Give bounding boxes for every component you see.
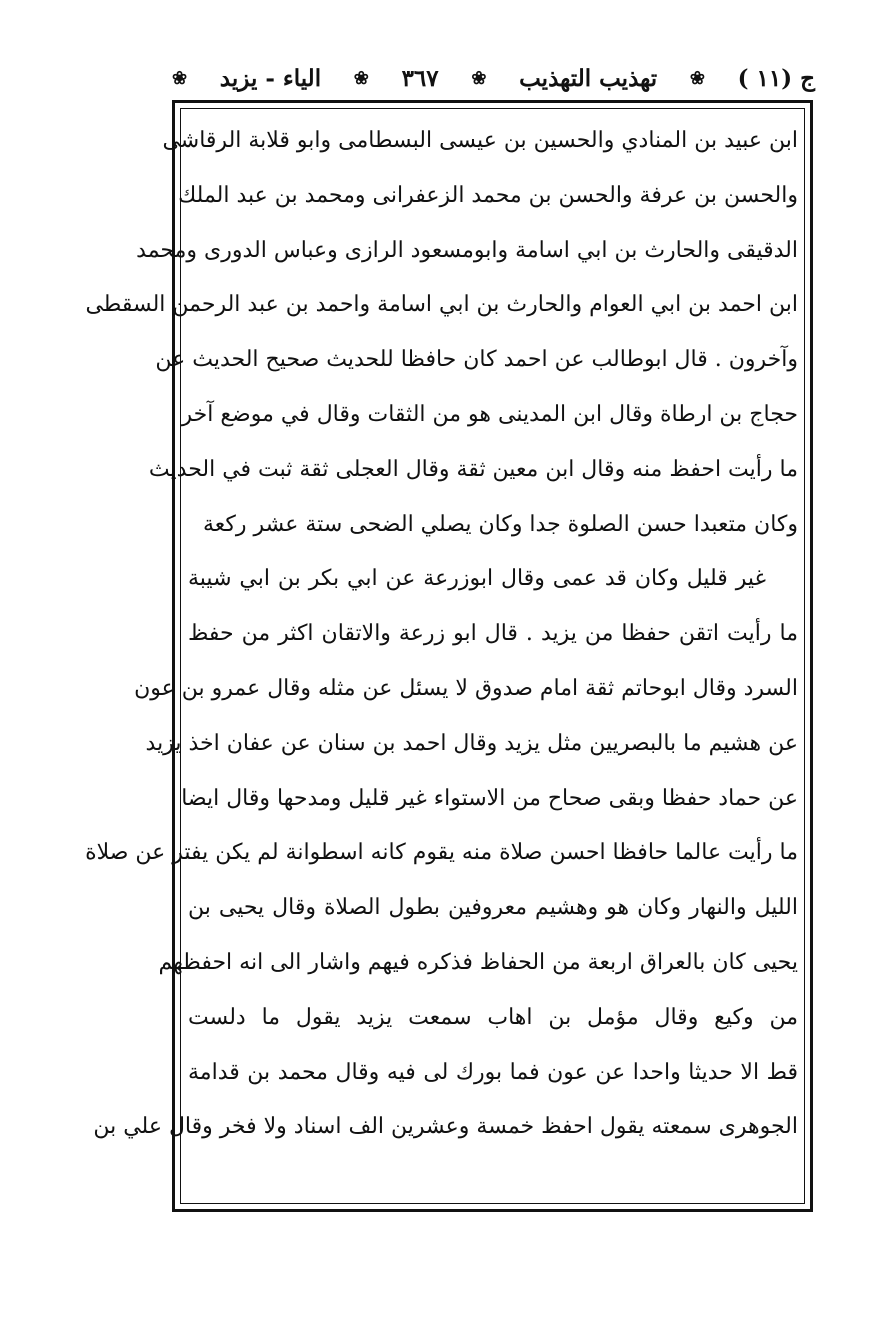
text-line: عن هشيم ما بالبصريين مثل يزيد وقال احمد بن سنان عن عفان اخذ يزيد: [145, 730, 798, 756]
text-line: والحسن بن عرفة والحسن بن محمد الزعفرانى ومحمد بن عبد الملك: [178, 182, 798, 208]
ornament-icon: ❀: [471, 67, 487, 89]
volume-label: ج (١١ ): [737, 64, 815, 92]
text-line: ما رأيت احفظ منه وقال ابن معين ثقة وقال العجلى ثقة ثبت في الحديث: [148, 456, 798, 482]
text-line: ما رأيت اتقن حفظا من يزيد . قال ابو زرعة والاتقان اكثر من حفظ: [188, 621, 798, 647]
running-header: [170, 58, 815, 98]
text-line: يحيى كان بالعراق اربعة من الحفاظ فذكره فيهم واشار الى انه احفظهم: [158, 949, 798, 975]
text-line: غير قليل وكان قد عمى وقال ابوزرعة عن ابي بكر بن ابي شيبة: [188, 566, 766, 592]
text-line: ما رأيت عالما حافظا احسن صلاة منه يقوم كانه اسطوانة لم يكن يفتر عن صلاة: [85, 840, 798, 866]
text-line: الليل والنهار وكان هو وهشيم معروفين بطول الصلاة وقال يحيى بن: [188, 895, 798, 921]
text-block: [85, 114, 798, 1155]
text-line: عن حماد حفظا وبقى صحاح من الاستواء غير قليل ومدحها وقال ايضا: [181, 785, 798, 811]
text-line: ابن احمد بن ابي العوام والحارث بن ابي اسامة واحمد بن عبد الرحمن السقطى: [85, 292, 798, 318]
text-line: ابن عبيد بن المنادي والحسين بن عيسى البسطامى وابو قلابة الرقاشى: [162, 128, 798, 153]
book-title: تهذيب التهذيب: [519, 64, 658, 92]
text-line: حجاج بن ارطاة وقال ابن المدينى هو من الثقات وقال في موضع آخر: [181, 401, 798, 427]
text-line: السرد وقال ابوحاتم ثقة امام صدوق لا يسئل عن مثله وقال عمرو بن عون: [134, 675, 798, 701]
ornament-icon: ❀: [172, 67, 188, 89]
text-line: قط الا حديثا واحدا عن عون فما بورك لى فيه وقال محمد بن قدامة: [188, 1059, 798, 1085]
section-label: الياء - يزيد: [219, 64, 322, 92]
text-line: من وكيع وقال مؤمل بن اهاب سمعت يزيد يقول ما دلست: [188, 1004, 798, 1030]
text-line: وكان متعبدا حسن الصلوة جدا وكان يصلي الضحى ستة عشر ركعة: [203, 511, 798, 537]
ornament-icon: ❀: [353, 67, 369, 89]
text-line: الجوهرى سمعته يقول احفظ خمسة وعشرين الف اسناد ولا فخر وقال علي بن: [93, 1114, 798, 1140]
page-number: ٣٦٧: [401, 64, 439, 92]
text-line: الدقيقى والحارث بن ابي اسامة وابومسعود الرازى وعباس الدورى ومحمد: [136, 237, 798, 263]
ornament-icon: ❀: [689, 67, 705, 89]
text-line: وآخرون . قال ابوطالب عن احمد كان حافظا للحديث صحيح الحديث عن: [155, 347, 798, 373]
